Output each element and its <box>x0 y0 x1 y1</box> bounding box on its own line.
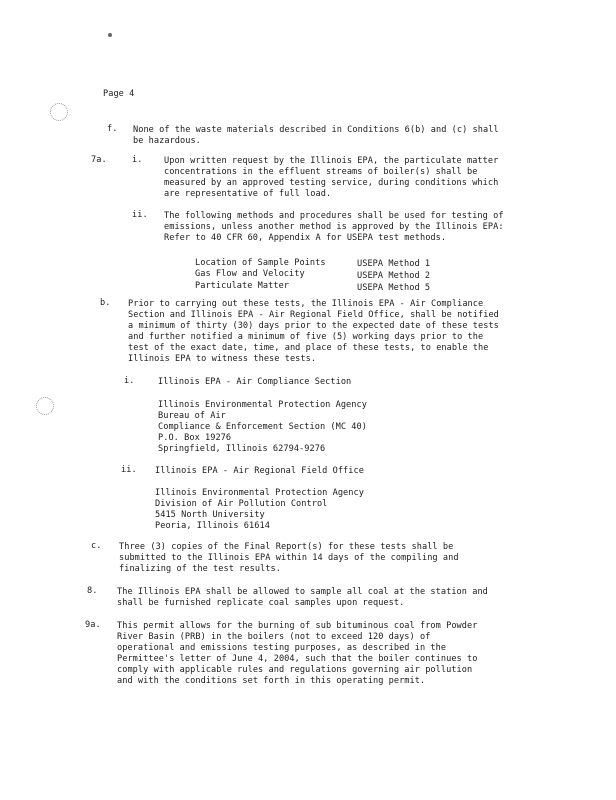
item-7a-ii-line: emissions, unless another method is approved by the Illinois EPA: <box>164 222 504 232</box>
item-7a-i-line: are representative of full load. <box>164 189 332 199</box>
item-b-line: Prior to carrying out these tests, the Illinois EPA - Air Compliance <box>128 299 484 309</box>
page-label: Page 4 <box>103 89 135 99</box>
punch-hole-top <box>50 103 68 121</box>
item-b-label: b. <box>100 298 111 308</box>
item-9a-line: comply with applicable rules and regulations governing air pollution <box>117 665 473 675</box>
item-b-line: test of the exact date, time, and place of these tests, to enable the <box>128 343 489 353</box>
item-9a-line: River Basin (PRB) in the boilers (not to exceed 120 days) of <box>117 632 431 642</box>
method-name: Location of Sample Points <box>195 258 326 268</box>
method-value: USEPA Method 5 <box>357 283 431 293</box>
item-c-label: c. <box>91 541 102 551</box>
method-name: Particulate Matter <box>195 281 290 291</box>
item-9a-line: This permit allows for the burning of sub bituminous coal from Powder <box>117 621 478 631</box>
address-line: Compliance & Enforcement Section (MC 40) <box>158 422 367 432</box>
item-b-line: and further notified a minimum of five (5) working days prior to the <box>128 332 484 342</box>
item-b-line: a minimum of thirty (30) days prior to the expected date of these tests <box>128 321 499 331</box>
item-9a-line: and with the conditions set forth in this operating permit. <box>117 676 426 686</box>
address-line: Springfield, Illinois 62794-9276 <box>158 444 326 454</box>
item-7a-ii-line: Refer to 40 CFR 60, Appendix A for USEPA test methods. <box>164 233 447 243</box>
punch-hole-middle <box>36 397 54 415</box>
item-b-ii-heading: Illinois EPA - Air Regional Field Office <box>155 466 364 476</box>
address-line: Peoria, Illinois 61614 <box>155 521 270 531</box>
item-9a-line: Permittee's letter of June 4, 2004, such that the boiler continues to <box>117 654 478 664</box>
item-b-i-heading: Illinois EPA - Air Compliance Section <box>158 377 352 387</box>
address-line: Illinois Environmental Protection Agency <box>155 488 364 498</box>
method-value: USEPA Method 1 <box>357 259 431 269</box>
item-b-line: Illinois EPA to witness these tests. <box>128 354 317 364</box>
item-7a-ii-line: The following methods and procedures shall be used for testing of <box>164 211 504 221</box>
item-7a-label: 7a. <box>91 155 107 165</box>
item-9a-line: operational and emissions testing purposes, as described in the <box>117 643 447 653</box>
item-b-line: Section and Illinois EPA - Air Regional Field Office, shall be notified <box>128 310 499 320</box>
item-9a-label: 9a. <box>85 620 101 630</box>
item-8-line: The Illinois EPA shall be allowed to sample all coal at the station and <box>117 587 488 597</box>
item-c-line: Three (3) copies of the Final Report(s) for these tests shall be <box>119 542 454 552</box>
item-7a-i-line: concentrations in the effluent streams of boiler(s) shall be <box>164 167 478 177</box>
item-8-line: shall be furnished replicate coal samples upon request. <box>117 598 405 608</box>
address-line: P.O. Box 19276 <box>158 433 232 443</box>
item-8-label: 8. <box>87 586 98 596</box>
item-b-ii-label: ii. <box>121 465 137 475</box>
method-name: Gas Flow and Velocity <box>195 269 305 279</box>
item-7a-i-label: i. <box>132 155 143 165</box>
address-line: Bureau of Air <box>158 411 226 421</box>
item-f-label: f. <box>107 124 118 134</box>
item-c-line: finalizing of the test results. <box>119 564 281 574</box>
address-line: Illinois Environmental Protection Agency <box>158 400 367 410</box>
item-7a-i-line: measured by an approved testing service, during conditions which <box>164 178 499 188</box>
item-7a-ii-label: ii. <box>132 210 148 220</box>
address-line: 5415 North University <box>155 510 265 520</box>
method-value: USEPA Method 2 <box>357 271 431 281</box>
item-f-line: be hazardous. <box>133 136 201 146</box>
address-line: Division of Air Pollution Control <box>155 499 328 509</box>
item-c-line: submitted to the Illinois EPA within 14 days of the compiling and <box>119 553 459 563</box>
item-f-line: None of the waste materials described in Conditions 6(b) and (c) shall <box>133 125 499 135</box>
item-7a-i-line: Upon written request by the Illinois EPA, the particulate matter <box>164 156 499 166</box>
speck-mark <box>108 33 112 37</box>
item-b-i-label: i. <box>124 376 135 386</box>
